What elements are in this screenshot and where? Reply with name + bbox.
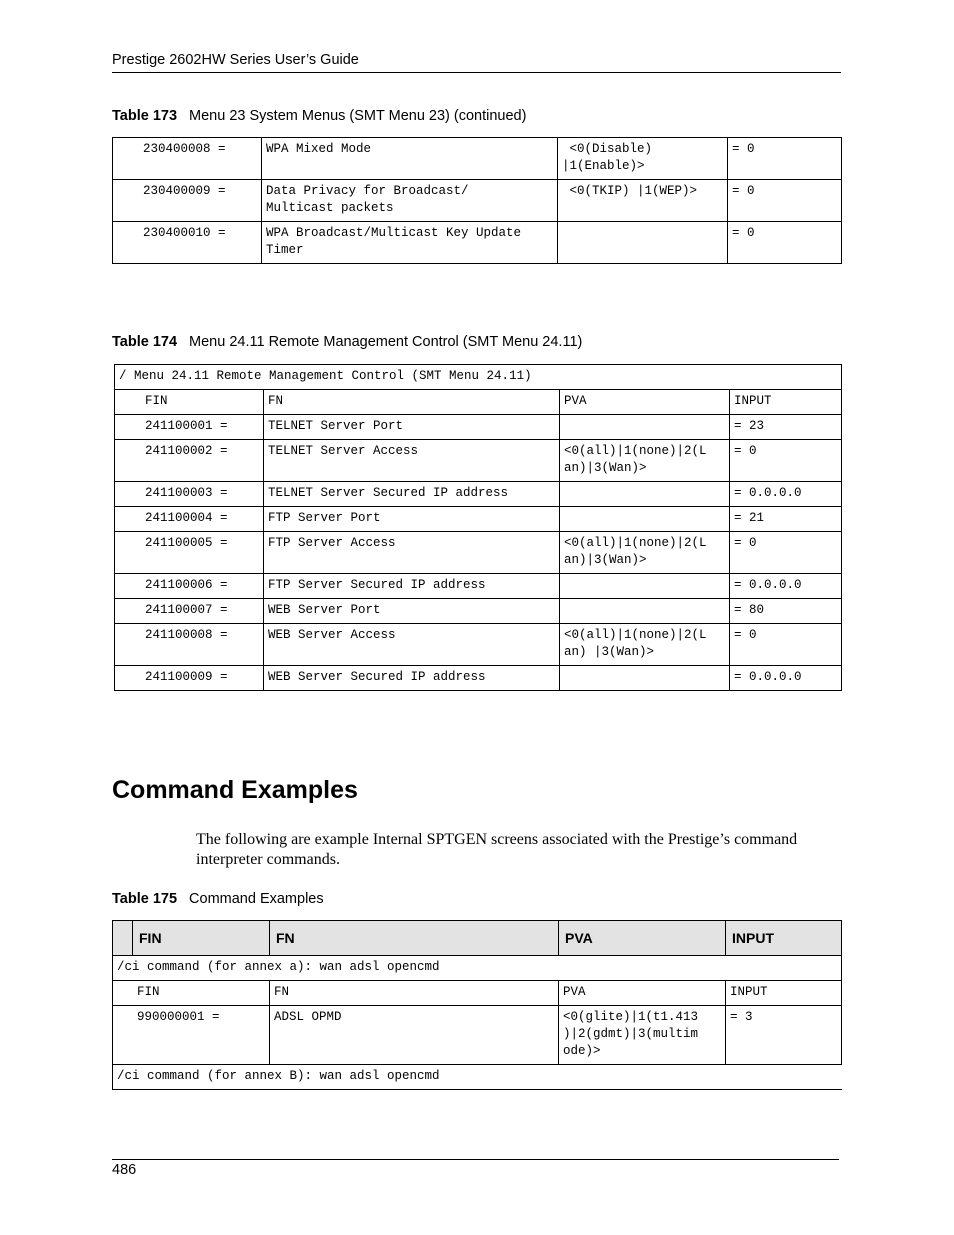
input-cell: = 23 (730, 415, 842, 440)
table-174-caption (112, 334, 582, 350)
fin-cell: 230400010 = (113, 222, 262, 264)
input-cell: = 80 (730, 599, 842, 624)
column-header-fn: FN (264, 390, 560, 415)
fn-cell: TELNET Server Access (264, 440, 560, 482)
header-fin: FIN (133, 921, 270, 956)
table-row (115, 482, 842, 507)
fin-cell: 241100002 = (115, 440, 264, 482)
pva-cell (560, 415, 730, 440)
input-cell: = 0 (728, 180, 842, 222)
table-174 (114, 364, 842, 691)
table-row (113, 138, 842, 180)
input-cell: = 0 (728, 222, 842, 264)
pva-cell: <0(all)|1(none)|2(L an)|3(Wan)> (560, 440, 730, 482)
table-number: Table 173 (112, 108, 178, 124)
table-row (113, 1006, 842, 1065)
header-fn: FN (270, 921, 559, 956)
fn-cell: WEB Server Port (264, 599, 560, 624)
fn-cell: WPA Broadcast/Multicast Key Update Timer (262, 222, 558, 264)
column-header-row (113, 981, 842, 1006)
input-cell: = 0 (730, 624, 842, 666)
column-header-fn: FN (270, 981, 559, 1006)
fin-cell: 241100004 = (115, 507, 264, 532)
column-header-fin: FIN (113, 981, 270, 1006)
fin-cell: 241100001 = (115, 415, 264, 440)
fin-cell: 230400009 = (113, 180, 262, 222)
section-heading: Command Examples (112, 776, 358, 804)
pva-cell: <0(all)|1(none)|2(L an) |3(Wan)> (560, 624, 730, 666)
table-row (115, 574, 842, 599)
table-row (113, 222, 842, 264)
column-header-fin: FIN (115, 390, 264, 415)
column-header-row (115, 390, 842, 415)
fn-cell: FTP Server Access (264, 532, 560, 574)
command-row (113, 1065, 842, 1090)
footer-rule (112, 1159, 839, 1160)
table-title-row (115, 365, 842, 390)
table-number: Table 175 (112, 891, 178, 907)
header-pva: PVA (559, 921, 726, 956)
page-number: 486 (112, 1162, 137, 1178)
table-173 (112, 137, 842, 264)
pva-cell: <0(all)|1(none)|2(L an)|3(Wan)> (560, 532, 730, 574)
pva-cell (558, 222, 728, 264)
intro-paragraph: The following are example Internal SPTGEN screens associated with the Prestige’s command interpreter commands. (196, 831, 798, 868)
fn-cell: WPA Mixed Mode (262, 138, 558, 180)
running-header: Prestige 2602HW Series User’s Guide (112, 52, 359, 68)
fn-cell: WEB Server Secured IP address (264, 666, 560, 691)
fin-cell: 230400008 = (113, 138, 262, 180)
table-row (115, 507, 842, 532)
fin-cell: 241100007 = (115, 599, 264, 624)
fin-cell: 241100006 = (115, 574, 264, 599)
header-input: INPUT (726, 921, 842, 956)
input-cell: = 3 (726, 1006, 842, 1065)
pva-cell: <0(glite)|1(t1.413 )|2(gdmt)|3(multim ode)> (559, 1006, 726, 1065)
header-spacer-cell (113, 921, 133, 956)
table-number: Table 174 (112, 334, 178, 350)
column-header-pva: PVA (560, 390, 730, 415)
table-row (115, 599, 842, 624)
column-header-input: INPUT (730, 390, 842, 415)
column-header-input: INPUT (726, 981, 842, 1006)
pva-cell: <0(Disable) |1(Enable)> (558, 138, 728, 180)
fin-cell: 241100008 = (115, 624, 264, 666)
table-row (115, 415, 842, 440)
fin-cell: 241100009 = (115, 666, 264, 691)
pva-cell (560, 507, 730, 532)
pva-cell (560, 599, 730, 624)
table-caption-text: Menu 24.11 Remote Management Control (SMT Menu 24.11) (189, 334, 583, 350)
table-row (115, 440, 842, 482)
table-175-caption (112, 891, 324, 907)
table-175 (112, 920, 842, 1090)
fn-cell: FTP Server Secured IP address (264, 574, 560, 599)
header-rule (112, 72, 841, 73)
command-annex-b: /ci command (for annex B): wan adsl opencmd (113, 1065, 842, 1090)
fin-cell: 241100003 = (115, 482, 264, 507)
table-173-caption (112, 108, 526, 124)
fin-cell: 241100005 = (115, 532, 264, 574)
menu-title-cell: / Menu 24.11 Remote Management Control (SMT Menu 24.11) (115, 365, 842, 390)
fn-cell: FTP Server Port (264, 507, 560, 532)
pva-cell (560, 482, 730, 507)
command-row (113, 956, 842, 981)
input-cell: = 0 (728, 138, 842, 180)
input-cell: = 0.0.0.0 (730, 574, 842, 599)
input-cell: = 0 (730, 532, 842, 574)
fn-cell: TELNET Server Secured IP address (264, 482, 560, 507)
table-row (115, 666, 842, 691)
fn-cell: TELNET Server Port (264, 415, 560, 440)
input-cell: = 21 (730, 507, 842, 532)
fn-cell: Data Privacy for Broadcast/ Multicast packets (262, 180, 558, 222)
pva-cell: <0(TKIP) |1(WEP)> (558, 180, 728, 222)
fn-cell: ADSL OPMD (270, 1006, 559, 1065)
table-row (113, 180, 842, 222)
command-annex-a: /ci command (for annex a): wan adsl opencmd (113, 956, 842, 981)
table-row (115, 532, 842, 574)
input-cell: = 0.0.0.0 (730, 482, 842, 507)
column-header-pva: PVA (559, 981, 726, 1006)
table-row (115, 624, 842, 666)
table-caption-text: Menu 23 System Menus (SMT Menu 23) (continued) (189, 108, 527, 124)
pva-cell (560, 666, 730, 691)
table-caption-text: Command Examples (189, 891, 324, 907)
fin-cell: 990000001 = (113, 1006, 270, 1065)
input-cell: = 0 (730, 440, 842, 482)
table-header-row (113, 921, 842, 956)
fn-cell: WEB Server Access (264, 624, 560, 666)
pva-cell (560, 574, 730, 599)
input-cell: = 0.0.0.0 (730, 666, 842, 691)
